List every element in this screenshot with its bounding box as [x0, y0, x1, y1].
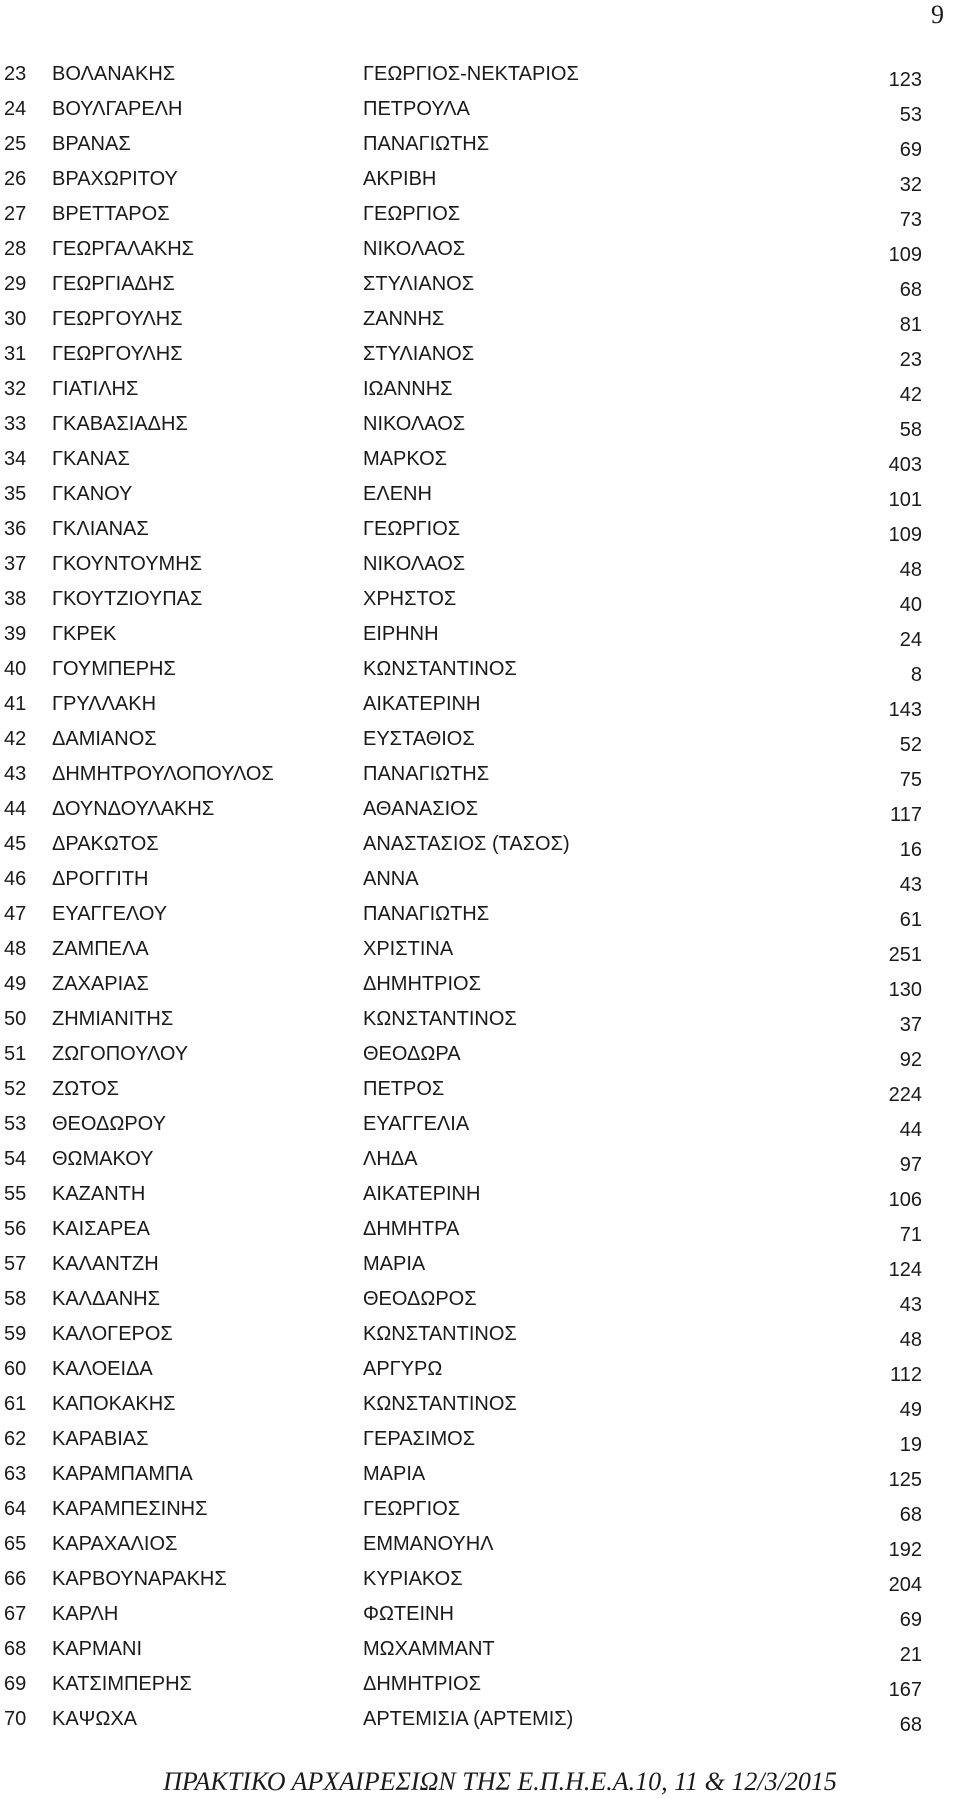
votes-cell: 68	[899, 279, 922, 301]
firstname-cell: ΜΑΡΙΑ	[363, 1463, 426, 1485]
table-row	[0, 1499, 960, 1534]
firstname-cell: ΜΩΧΑΜΜΑΝΤ	[363, 1638, 495, 1660]
table-row	[0, 1429, 960, 1464]
votes-cell: 8	[910, 664, 922, 686]
row-number: 30	[4, 308, 27, 330]
row-number: 42	[4, 728, 27, 750]
table-row	[0, 1149, 960, 1184]
row-number: 58	[4, 1288, 27, 1310]
page-number: 9	[931, 0, 944, 29]
row-number: 28	[4, 238, 27, 260]
row-number: 53	[4, 1113, 27, 1135]
firstname-cell: ΚΩΝΣΤΑΝΤΙΝΟΣ	[363, 658, 517, 680]
table-row	[0, 519, 960, 554]
table-row	[0, 729, 960, 764]
row-number: 65	[4, 1533, 27, 1555]
surname-cell: ΔΡΟΓΓΙΤΗ	[52, 868, 149, 890]
firstname-cell: ΣΤΥΛΙΑΝΟΣ	[363, 273, 475, 295]
surname-cell: ΓΚΑΝΟΥ	[52, 483, 133, 505]
table-row	[0, 1289, 960, 1324]
table-row	[0, 344, 960, 379]
votes-cell: 224	[888, 1084, 922, 1106]
firstname-cell: ΖΑΝΝΗΣ	[363, 308, 445, 330]
votes-cell: 37	[899, 1014, 922, 1036]
surname-cell: ΚΑΖΑΝΤΗ	[52, 1183, 146, 1205]
row-number: 59	[4, 1323, 27, 1345]
row-number: 47	[4, 903, 27, 925]
surname-cell: ΓΚΛΙΑΝΑΣ	[52, 518, 149, 540]
row-number: 54	[4, 1148, 27, 1170]
votes-cell: 106	[888, 1189, 922, 1211]
surname-cell: ΓΟΥΜΠΕΡΗΣ	[52, 658, 176, 680]
table-row	[0, 1254, 960, 1289]
table-row	[0, 484, 960, 519]
firstname-cell: ΑΝΑΣΤΑΣΙΟΣ (ΤΑΣΟΣ)	[363, 833, 570, 855]
surname-cell: ΚΑΛΔΑΝΗΣ	[52, 1288, 160, 1310]
row-number: 41	[4, 693, 27, 715]
surname-cell: ΓΚΡΕΚ	[52, 623, 117, 645]
surname-cell: ΚΑΡΑΒΙΑΣ	[52, 1428, 149, 1450]
surname-cell: ΕΥΑΓΓΕΛΟΥ	[52, 903, 168, 925]
surname-cell: ΘΕΟΔΩΡΟΥ	[52, 1113, 166, 1135]
votes-cell: 71	[899, 1224, 922, 1246]
row-number: 29	[4, 273, 27, 295]
firstname-cell: ΠΑΝΑΓΙΩΤΗΣ	[363, 763, 490, 785]
row-number: 33	[4, 413, 27, 435]
firstname-cell: ΕΙΡΗΝΗ	[363, 623, 439, 645]
surname-cell: ΓΚΟΥΝΤΟΥΜΗΣ	[52, 553, 203, 575]
row-number: 43	[4, 763, 27, 785]
table-row	[0, 1709, 960, 1744]
table-row	[0, 1009, 960, 1044]
votes-cell: 109	[888, 524, 922, 546]
table-row	[0, 659, 960, 694]
firstname-cell: ΑΡΤΕΜΙΣΙΑ (ΑΡΤΕΜΙΣ)	[363, 1708, 574, 1730]
row-number: 68	[4, 1638, 27, 1660]
table-row	[0, 974, 960, 1009]
table-row	[0, 134, 960, 169]
votes-cell: 73	[899, 209, 922, 231]
firstname-cell: ΕΥΑΓΓΕΛΙΑ	[363, 1113, 470, 1135]
firstname-cell: ΜΑΡΚΟΣ	[363, 448, 447, 470]
table-row	[0, 939, 960, 974]
row-number: 35	[4, 483, 27, 505]
firstname-cell: ΠΑΝΑΓΙΩΤΗΣ	[363, 903, 490, 925]
table-row	[0, 1324, 960, 1359]
votes-cell: 192	[888, 1539, 922, 1561]
surname-cell: ΚΑΠΟΚΑΚΗΣ	[52, 1393, 176, 1415]
table-row	[0, 99, 960, 134]
firstname-cell: ΚΥΡΙΑΚΟΣ	[363, 1568, 463, 1590]
surname-cell: ΓΕΩΡΓΟΥΛΗΣ	[52, 308, 183, 330]
votes-cell: 81	[899, 314, 922, 336]
surname-cell: ΚΑΡΑΜΠΕΣΙΝΗΣ	[52, 1498, 208, 1520]
votes-cell: 92	[899, 1049, 922, 1071]
surname-cell: ΖΩΓΟΠΟΥΛΟΥ	[52, 1043, 189, 1065]
row-number: 51	[4, 1043, 27, 1065]
votes-cell: 16	[899, 839, 922, 861]
firstname-cell: ΜΑΡΙΑ	[363, 1253, 426, 1275]
table-row	[0, 589, 960, 624]
row-number: 55	[4, 1183, 27, 1205]
candidate-list	[0, 64, 960, 1744]
row-number: 32	[4, 378, 27, 400]
votes-cell: 24	[899, 629, 922, 651]
row-number: 49	[4, 973, 27, 995]
surname-cell: ΒΡΑΝΑΣ	[52, 133, 131, 155]
firstname-cell: ΓΕΩΡΓΙΟΣ	[363, 1498, 461, 1520]
firstname-cell: ΓΕΩΡΓΙΟΣ-ΝΕΚΤΑΡΙΟΣ	[363, 63, 579, 85]
table-row	[0, 1394, 960, 1429]
table-row	[0, 169, 960, 204]
surname-cell: ΚΑΡΑΧΑΛΙΟΣ	[52, 1533, 178, 1555]
table-row	[0, 379, 960, 414]
firstname-cell: ΦΩΤΕΙΝΗ	[363, 1603, 454, 1625]
surname-cell: ΔΡΑΚΩΤΟΣ	[52, 833, 159, 855]
surname-cell: ΚΑΡΒΟΥΝΑΡΑΚΗΣ	[52, 1568, 227, 1590]
votes-cell: 124	[888, 1259, 922, 1281]
surname-cell: ΓΚΑΝΑΣ	[52, 448, 130, 470]
surname-cell: ΔΑΜΙΑΝΟΣ	[52, 728, 157, 750]
page-footer: ΠΡΑΚΤΙΚΟ ΑΡΧΑΙΡΕΣΙΩΝ ΤΗΣ Ε.Π.Η.Ε.Α.10, 11 & 12/3/2015	[163, 1767, 837, 1796]
votes-cell: 167	[888, 1679, 922, 1701]
row-number: 31	[4, 343, 27, 365]
row-number: 70	[4, 1708, 27, 1730]
votes-cell: 204	[888, 1574, 922, 1596]
row-number: 34	[4, 448, 27, 470]
table-row	[0, 834, 960, 869]
row-number: 56	[4, 1218, 27, 1240]
surname-cell: ΒΡΑΧΩΡΙΤΟΥ	[52, 168, 178, 190]
votes-cell: 43	[899, 1294, 922, 1316]
table-row	[0, 554, 960, 589]
firstname-cell: ΑΝΝΑ	[363, 868, 419, 890]
firstname-cell: ΝΙΚΟΛΑΟΣ	[363, 413, 466, 435]
table-row	[0, 1359, 960, 1394]
row-number: 25	[4, 133, 27, 155]
firstname-cell: ΠΕΤΡΟΣ	[363, 1078, 445, 1100]
surname-cell: ΖΗΜΙΑΝΙΤΗΣ	[52, 1008, 174, 1030]
row-number: 44	[4, 798, 27, 820]
firstname-cell: ΚΩΝΣΤΑΝΤΙΝΟΣ	[363, 1323, 517, 1345]
surname-cell: ΓΙΑΤΙΛΗΣ	[52, 378, 139, 400]
votes-cell: 75	[899, 769, 922, 791]
row-number: 66	[4, 1568, 27, 1590]
row-number: 67	[4, 1603, 27, 1625]
table-row	[0, 1674, 960, 1709]
firstname-cell: ΕΛΕΝΗ	[363, 483, 432, 505]
surname-cell: ΚΑΤΣΙΜΠΕΡΗΣ	[52, 1673, 192, 1695]
table-row	[0, 1184, 960, 1219]
row-number: 24	[4, 98, 27, 120]
row-number: 23	[4, 63, 27, 85]
surname-cell: ΓΕΩΡΓΙΑΔΗΣ	[52, 273, 175, 295]
firstname-cell: ΙΩΑΝΝΗΣ	[363, 378, 453, 400]
firstname-cell: ΓΕΩΡΓΙΟΣ	[363, 518, 461, 540]
votes-cell: 251	[888, 944, 922, 966]
votes-cell: 69	[899, 1609, 922, 1631]
row-number: 45	[4, 833, 27, 855]
votes-cell: 130	[888, 979, 922, 1001]
firstname-cell: ΝΙΚΟΛΑΟΣ	[363, 553, 466, 575]
firstname-cell: ΕΥΣΤΑΘΙΟΣ	[363, 728, 475, 750]
surname-cell: ΒΟΥΛΓΑΡΕΛΗ	[52, 98, 183, 120]
row-number: 50	[4, 1008, 27, 1030]
table-row	[0, 764, 960, 799]
surname-cell: ΘΩΜΑΚΟΥ	[52, 1148, 154, 1170]
table-row	[0, 414, 960, 449]
votes-cell: 44	[899, 1119, 922, 1141]
surname-cell: ΚΑΨΩΧΑ	[52, 1708, 138, 1730]
row-number: 57	[4, 1253, 27, 1275]
table-row	[0, 449, 960, 484]
votes-cell: 23	[899, 349, 922, 371]
row-number: 37	[4, 553, 27, 575]
row-number: 46	[4, 868, 27, 890]
firstname-cell: ΔΗΜΗΤΡΙΟΣ	[363, 1673, 481, 1695]
votes-cell: 125	[888, 1469, 922, 1491]
row-number: 64	[4, 1498, 27, 1520]
surname-cell: ΖΑΜΠΕΛΑ	[52, 938, 149, 960]
votes-cell: 21	[899, 1644, 922, 1666]
table-row	[0, 274, 960, 309]
firstname-cell: ΠΑΝΑΓΙΩΤΗΣ	[363, 133, 490, 155]
table-row	[0, 904, 960, 939]
surname-cell: ΚΑΛΑΝΤΖΗ	[52, 1253, 159, 1275]
row-number: 48	[4, 938, 27, 960]
row-number: 40	[4, 658, 27, 680]
votes-cell: 49	[899, 1399, 922, 1421]
table-row	[0, 1464, 960, 1499]
votes-cell: 53	[899, 104, 922, 126]
votes-cell: 123	[888, 69, 922, 91]
votes-cell: 112	[890, 1364, 922, 1386]
table-row	[0, 309, 960, 344]
votes-cell: 143	[888, 699, 922, 721]
votes-cell: 97	[899, 1154, 922, 1176]
firstname-cell: ΧΡΙΣΤΙΝΑ	[363, 938, 454, 960]
votes-cell: 32	[899, 174, 922, 196]
firstname-cell: ΠΕΤΡΟΥΛΑ	[363, 98, 470, 120]
surname-cell: ΓΕΩΡΓΑΛΑΚΗΣ	[52, 238, 195, 260]
surname-cell: ΓΕΩΡΓΟΥΛΗΣ	[52, 343, 183, 365]
votes-cell: 109	[888, 244, 922, 266]
row-number: 61	[4, 1393, 27, 1415]
surname-cell: ΖΩΤΟΣ	[52, 1078, 119, 1100]
row-number: 26	[4, 168, 27, 190]
surname-cell: ΒΡΕΤΤΑΡΟΣ	[52, 203, 170, 225]
table-row	[0, 64, 960, 99]
firstname-cell: ΔΗΜΗΤΡΙΟΣ	[363, 973, 481, 995]
table-row	[0, 1569, 960, 1604]
row-number: 52	[4, 1078, 27, 1100]
firstname-cell: ΣΤΥΛΙΑΝΟΣ	[363, 343, 475, 365]
surname-cell: ΔΗΜΗΤΡΟΥΛΟΠΟΥΛΟΣ	[52, 763, 274, 785]
votes-cell: 61	[899, 909, 922, 931]
surname-cell: ΚΑΡΛΗ	[52, 1603, 119, 1625]
table-row	[0, 1114, 960, 1149]
row-number: 39	[4, 623, 27, 645]
surname-cell: ΚΑΛΟΕΙΔΑ	[52, 1358, 153, 1380]
firstname-cell: ΘΕΟΔΩΡΑ	[363, 1043, 461, 1065]
votes-cell: 117	[890, 804, 922, 826]
surname-cell: ΔΟΥΝΔΟΥΛΑΚΗΣ	[52, 798, 215, 820]
votes-cell: 40	[899, 594, 922, 616]
table-row	[0, 1534, 960, 1569]
table-row	[0, 624, 960, 659]
row-number: 38	[4, 588, 27, 610]
firstname-cell: ΑΙΚΑΤΕΡΙΝΗ	[363, 1183, 481, 1205]
votes-cell: 48	[899, 559, 922, 581]
firstname-cell: ΝΙΚΟΛΑΟΣ	[363, 238, 466, 260]
firstname-cell: ΘΕΟΔΩΡΟΣ	[363, 1288, 477, 1310]
table-row	[0, 869, 960, 904]
votes-cell: 69	[899, 139, 922, 161]
firstname-cell: ΚΩΝΣΤΑΝΤΙΝΟΣ	[363, 1393, 517, 1415]
surname-cell: ΚΑΙΣΑΡΕΑ	[52, 1218, 150, 1240]
surname-cell: ΚΑΛΟΓΕΡΟΣ	[52, 1323, 173, 1345]
surname-cell: ΚΑΡΑΜΠΑΜΠΑ	[52, 1463, 193, 1485]
table-row	[0, 204, 960, 239]
firstname-cell: ΓΕΡΑΣΙΜΟΣ	[363, 1428, 476, 1450]
votes-cell: 48	[899, 1329, 922, 1351]
surname-cell: ΓΚΟΥΤΖΙΟΥΠΑΣ	[52, 588, 203, 610]
table-row	[0, 1079, 960, 1114]
firstname-cell: ΔΗΜΗΤΡΑ	[363, 1218, 460, 1240]
surname-cell: ΖΑΧΑΡΙΑΣ	[52, 973, 149, 995]
table-row	[0, 1044, 960, 1079]
firstname-cell: ΓΕΩΡΓΙΟΣ	[363, 203, 461, 225]
surname-cell: ΓΡΥΛΛΑΚΗ	[52, 693, 157, 715]
votes-cell: 42	[899, 384, 922, 406]
firstname-cell: ΑΙΚΑΤΕΡΙΝΗ	[363, 693, 481, 715]
table-row	[0, 239, 960, 274]
firstname-cell: ΕΜΜΑΝΟΥΗΛ	[363, 1533, 494, 1555]
table-row	[0, 1639, 960, 1674]
firstname-cell: ΛΗΔΑ	[363, 1148, 418, 1170]
row-number: 69	[4, 1673, 27, 1695]
surname-cell: ΓΚΑΒΑΣΙΑΔΗΣ	[52, 413, 188, 435]
votes-cell: 101	[888, 489, 922, 511]
row-number: 27	[4, 203, 27, 225]
firstname-cell: ΑΚΡΙΒΗ	[363, 168, 437, 190]
table-row	[0, 799, 960, 834]
votes-cell: 52	[899, 734, 922, 756]
row-number: 63	[4, 1463, 27, 1485]
votes-cell: 58	[899, 419, 922, 441]
surname-cell: ΒΟΛΑΝΑΚΗΣ	[52, 63, 176, 85]
row-number: 60	[4, 1358, 27, 1380]
table-row	[0, 1219, 960, 1254]
table-row	[0, 1604, 960, 1639]
votes-cell: 19	[899, 1434, 922, 1456]
firstname-cell: ΑΡΓΥΡΩ	[363, 1358, 443, 1380]
row-number: 36	[4, 518, 27, 540]
votes-cell: 43	[899, 874, 922, 896]
table-row	[0, 694, 960, 729]
votes-cell: 403	[888, 454, 922, 476]
votes-cell: 68	[899, 1714, 922, 1736]
row-number: 62	[4, 1428, 27, 1450]
votes-cell: 68	[899, 1504, 922, 1526]
firstname-cell: ΚΩΝΣΤΑΝΤΙΝΟΣ	[363, 1008, 517, 1030]
surname-cell: ΚΑΡΜΑΝΙ	[52, 1638, 143, 1660]
firstname-cell: ΑΘΑΝΑΣΙΟΣ	[363, 798, 479, 820]
firstname-cell: ΧΡΗΣΤΟΣ	[363, 588, 457, 610]
